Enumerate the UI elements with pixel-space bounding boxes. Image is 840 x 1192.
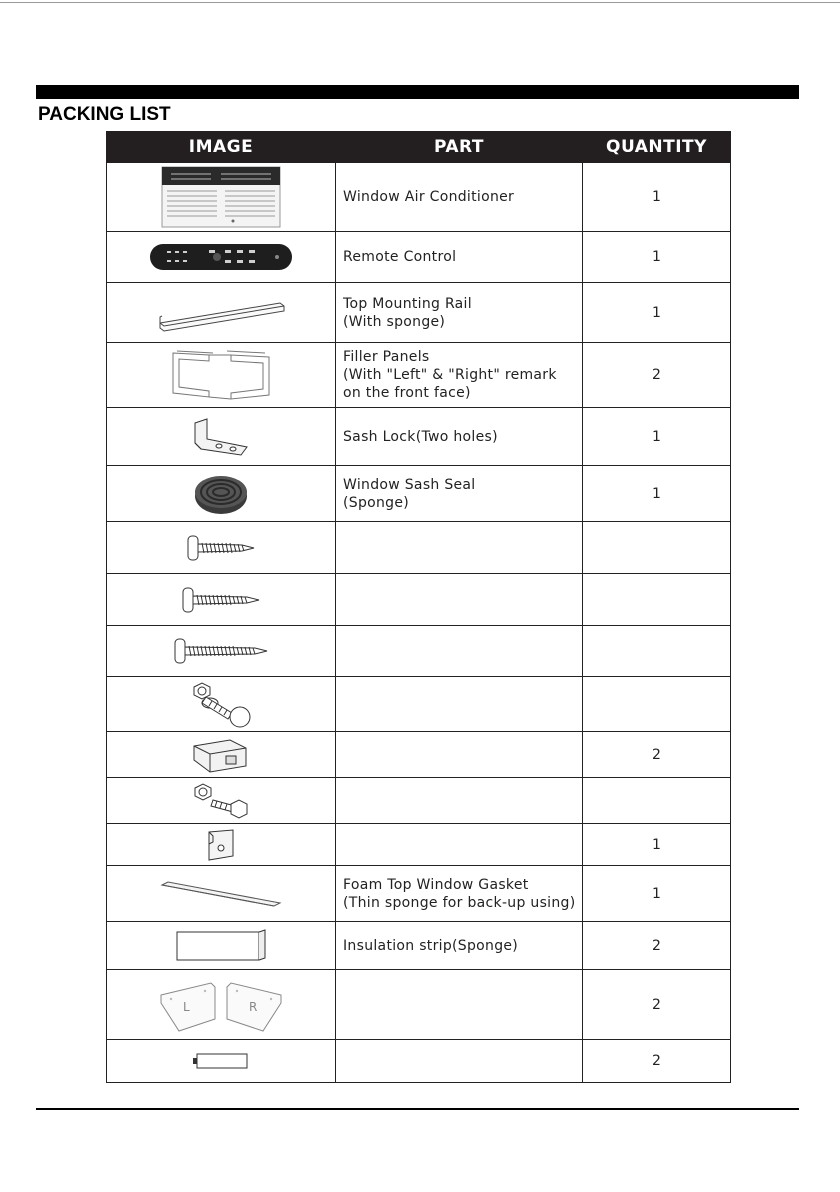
part-cell: [336, 574, 583, 626]
quantity-cell: 1: [583, 408, 731, 466]
image-cell: [107, 677, 336, 732]
quantity-cell: 2: [583, 343, 731, 408]
table-row: [107, 343, 731, 408]
quantity-cell: 1: [583, 466, 731, 522]
image-cell: [107, 866, 336, 922]
air-conditioner-icon: [161, 166, 281, 228]
svg-text:L: L: [183, 999, 190, 1014]
quantity-cell: 2: [583, 732, 731, 778]
quantity-cell: [583, 677, 731, 732]
bracket-clip-icon: [190, 736, 252, 774]
table-row: [107, 970, 731, 1040]
mounting-rail-icon: [154, 293, 288, 333]
table-row: [107, 677, 731, 732]
header-part: PART: [336, 132, 583, 163]
quantity-cell: 2: [583, 922, 731, 970]
table-row: [107, 574, 731, 626]
table-row: [107, 163, 731, 232]
image-cell: [107, 922, 336, 970]
svg-text:R: R: [249, 999, 258, 1014]
section-title: PACKING LIST: [38, 104, 171, 125]
packing-list-table: [106, 131, 731, 1083]
part-cell: [336, 970, 583, 1040]
bolt-washer-icon: [188, 679, 254, 729]
quantity-cell: 1: [583, 232, 731, 283]
part-cell: Insulation strip(Sponge): [336, 922, 583, 970]
image-cell: [107, 283, 336, 343]
quantity-cell: 1: [583, 824, 731, 866]
side-brackets-icon: [157, 975, 285, 1035]
part-cell: [336, 778, 583, 824]
insulation-strip-icon: [173, 928, 269, 964]
image-cell: [107, 163, 336, 232]
image-cell: [107, 732, 336, 778]
quantity-cell: 1: [583, 283, 731, 343]
image-cell: [107, 343, 336, 408]
remote-control-icon: [149, 240, 293, 274]
image-cell: [107, 778, 336, 824]
sash-seal-icon: [191, 472, 251, 516]
quantity-cell: 2: [583, 970, 731, 1040]
table-row: [107, 408, 731, 466]
part-cell: Foam Top Window Gasket (Thin sponge for back-up using): [336, 866, 583, 922]
quantity-cell: 2: [583, 1040, 731, 1083]
part-cell: [336, 732, 583, 778]
part-cell: [336, 677, 583, 732]
long-screw-icon: [173, 636, 269, 666]
battery-icon: [192, 1051, 250, 1071]
sash-lock-icon: [189, 417, 253, 457]
part-cell: Window Air Conditioner: [336, 163, 583, 232]
part-cell: [336, 626, 583, 677]
part-cell: Top Mounting Rail (With sponge): [336, 283, 583, 343]
table-row: [107, 824, 731, 866]
quantity-cell: 1: [583, 163, 731, 232]
image-cell: [107, 574, 336, 626]
table-row: [107, 522, 731, 574]
table-row: [107, 232, 731, 283]
quantity-cell: [583, 626, 731, 677]
image-cell: [107, 970, 336, 1040]
part-cell: [336, 824, 583, 866]
short-screw-icon: [186, 533, 256, 563]
filler-panels-icon: [169, 347, 273, 403]
table-row: [107, 1040, 731, 1083]
section-bar: [36, 85, 799, 99]
image-cell: [107, 408, 336, 466]
table-row: [107, 922, 731, 970]
image-cell: [107, 232, 336, 283]
image-cell: [107, 1040, 336, 1083]
table-header-row: [107, 132, 731, 163]
bottom-rule: [36, 1108, 799, 1110]
quantity-cell: [583, 522, 731, 574]
part-cell: [336, 1040, 583, 1083]
part-cell: [336, 522, 583, 574]
table-row: [107, 466, 731, 522]
part-cell: Filler Panels (With "Left" & "Right" remark on the front face): [336, 343, 583, 408]
quantity-cell: 1: [583, 866, 731, 922]
part-cell: Sash Lock(Two holes): [336, 408, 583, 466]
table-row: [107, 778, 731, 824]
image-cell: [107, 466, 336, 522]
header-quantity: QUANTITY: [583, 132, 731, 163]
top-rule: [0, 2, 840, 3]
foam-gasket-icon: [158, 879, 284, 909]
table-row: [107, 732, 731, 778]
bolt-nut-icon: [191, 780, 251, 822]
table-row: [107, 866, 731, 922]
medium-screw-icon: [181, 585, 261, 615]
quantity-cell: [583, 574, 731, 626]
table-row: [107, 283, 731, 343]
image-cell: [107, 824, 336, 866]
image-cell: [107, 522, 336, 574]
small-bracket-icon: [203, 828, 239, 862]
table-row: [107, 626, 731, 677]
header-image: IMAGE: [107, 132, 336, 163]
part-cell: Remote Control: [336, 232, 583, 283]
quantity-cell: [583, 778, 731, 824]
part-cell: Window Sash Seal (Sponge): [336, 466, 583, 522]
image-cell: [107, 626, 336, 677]
